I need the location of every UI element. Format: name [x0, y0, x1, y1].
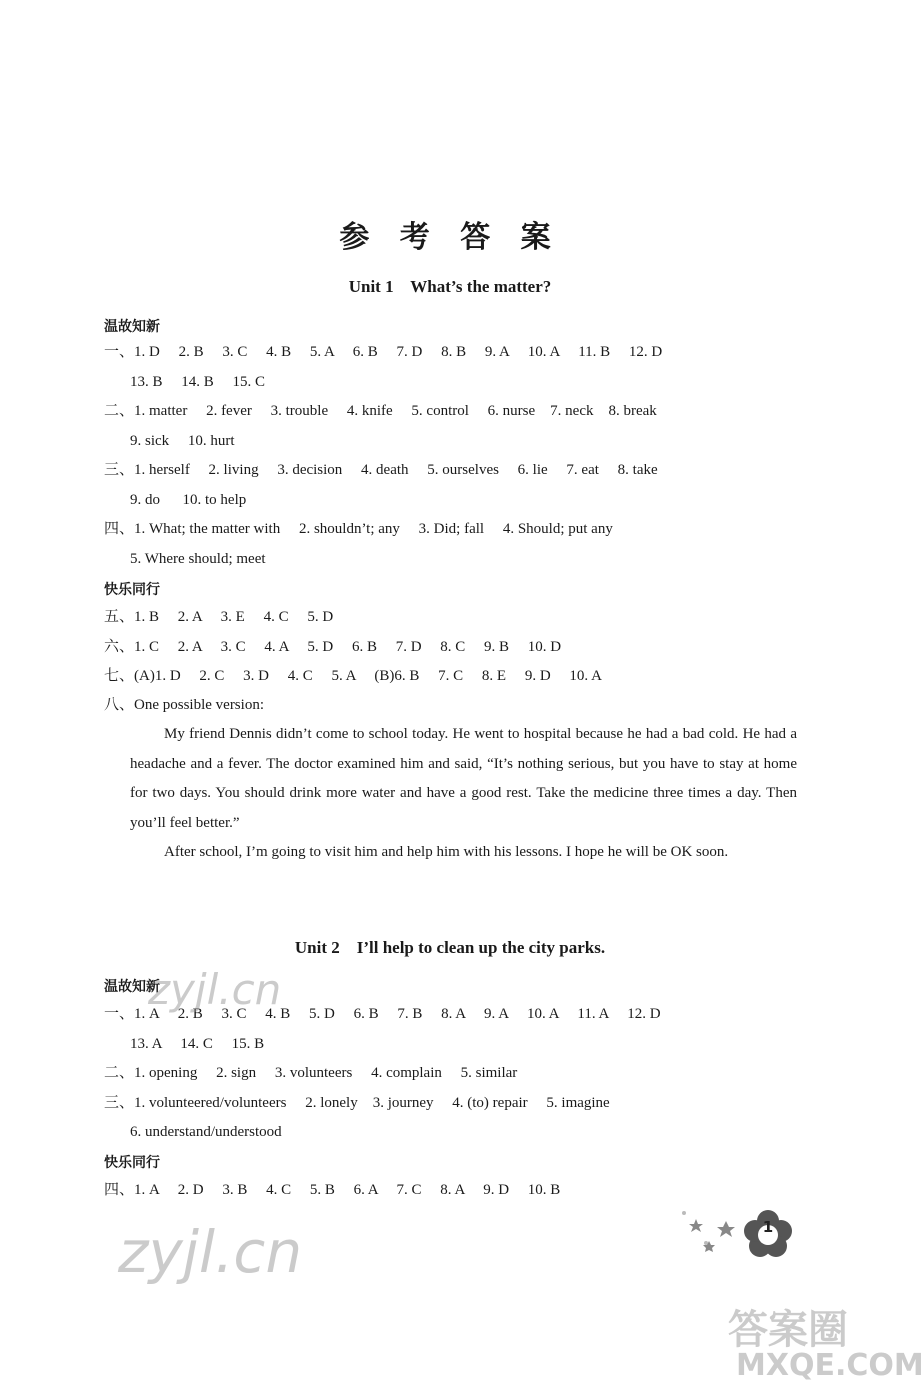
unit2-answer-line: 13. A 14. C 15. B [130, 1036, 265, 1052]
sample-essay-paragraph: My friend Dennis didn’t come to school today. He went to hospital because he had a bad cold. He had a headache and a fever. The doctor examined him and said, “It’s nothing serious, but you have to stay at home for two days. You should drink more water and have a good rest. Take the medicine three times a day. Then you’ll feel better.” [130, 726, 797, 831]
unit1-section-practice: 快乐同行 [104, 582, 160, 598]
sample-essay-paragraph: After school, I’m going to visit him and help him with his lessons. I hope he will be OK soon. [164, 844, 729, 860]
unit1-answer-line: 四、1. What; the matter with 2. shouldn’t; any 3. Did; fall 4. Should; put any [104, 521, 613, 537]
unit2-heading: Unit 2 I’ll help to clean up the city parks. [294, 938, 606, 957]
unit2-answer-line: 6. understand/understood [130, 1124, 282, 1140]
unit1-answer-line: 9. do 10. to help [130, 492, 247, 508]
unit1-answer-line: 二、1. matter 2. fever 3. trouble 4. knife 5. control 6. nurse 7. neck 8. break [104, 403, 657, 419]
unit2-section-review: 温故知新 [104, 979, 160, 995]
unit1-answer-line: 5. Where should; meet [130, 551, 266, 567]
unit1-heading: Unit 1 What’s the matter? [348, 277, 552, 296]
page-number: 1 [762, 1218, 774, 1236]
flower-decoration-icon [676, 1205, 806, 1265]
site-watermark: zyjl.cn [148, 965, 282, 1014]
unit2-answer-line: 一、1. A 2. B 3. C 4. B 5. D 6. B 7. B 8. A 9. A 10. A 11. A 12. D [104, 1006, 661, 1022]
brand-watermark: MXQE.COM [736, 1348, 924, 1383]
unit1-answer-line: 三、1. herself 2. living 3. decision 4. death 5. ourselves 6. lie 7. eat 8. take [104, 462, 658, 478]
unit1-section-review: 温故知新 [104, 319, 160, 335]
unit1-answer-line: 五、1. B 2. A 3. E 4. C 5. D [104, 609, 334, 625]
unit2-answer-line: 三、1. volunteered/volunteers 2. lonely 3. journey 4. (to) repair 5. imagine [104, 1095, 610, 1111]
unit2-section-practice: 快乐同行 [104, 1155, 160, 1171]
unit1-answer-line: 13. B 14. B 15. C [130, 374, 266, 390]
site-watermark: zyjl.cn [118, 1218, 303, 1286]
unit2-answer-line: 二、1. opening 2. sign 3. volunteers 4. complain 5. similar [104, 1065, 518, 1081]
page-title: 参 考 答 案 [339, 220, 561, 255]
unit1-answer-line: 六、1. C 2. A 3. C 4. A 5. D 6. B 7. D 8. C 9. B 10. D [104, 639, 562, 655]
unit1-answer-line: 9. sick 10. hurt [130, 433, 235, 449]
unit1-answer-line: 一、1. D 2. B 3. C 4. B 5. A 6. B 7. D 8. B 9. A 10. A 11. B 12. D [104, 344, 663, 360]
unit2-answer-line: 四、1. A 2. D 3. B 4. C 5. B 6. A 7. C 8. A 9. D 10. B [104, 1182, 561, 1198]
brand-watermark: 答案圈 [728, 1307, 848, 1353]
unit1-answer-line: 八、One possible version: [104, 697, 264, 713]
unit1-answer-line: 七、(A)1. D 2. C 3. D 4. C 5. A (B)6. B 7. C 8. E 9. D 10. A [104, 668, 602, 684]
